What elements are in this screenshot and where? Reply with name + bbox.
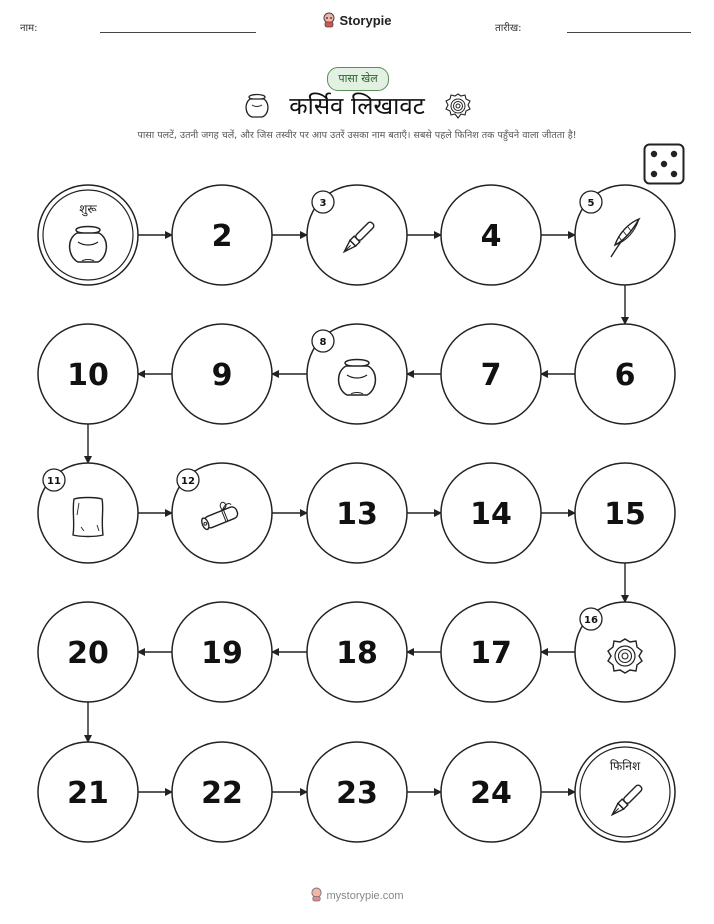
board-space [441,602,541,702]
wax-seal-icon [608,639,642,673]
board-space [307,742,407,842]
footer [0,887,714,905]
board-space [172,185,272,285]
board-space [575,324,675,424]
space-number: 5 [587,198,595,209]
start-label: शुरू [79,202,97,216]
board-space [575,185,675,285]
storypie-mascot-icon [310,887,323,905]
board-space [441,185,541,285]
board-space [172,602,272,702]
space-number: 8 [319,337,327,348]
space-number: 22 [201,776,243,811]
space-number: 13 [336,497,378,532]
page-title: कर्सिव लिखावट [289,92,425,120]
board-space [38,742,138,842]
space-number: 19 [201,636,243,671]
space-number: 9 [211,358,233,393]
board-space [307,602,407,702]
space-number: 12 [181,476,195,487]
space-number: 3 [319,198,327,209]
board-space [38,324,138,424]
space-number: 21 [67,776,109,811]
space-number: 10 [67,358,109,393]
space-number: 7 [480,358,502,393]
board-space [575,463,675,563]
parchment-icon [73,498,103,537]
board-space [307,463,407,563]
footer-site: mystorypie.com [326,889,404,902]
finish-label: फिनिश [609,759,641,773]
board-space [307,185,407,285]
space-number: 6 [614,358,636,393]
board-space-start [38,185,138,285]
instructions: पासा पलटें, उतनी जगह चलें, और जिस तस्वीर पर आप उतरें उसका नाम बताएँ। सबसे पहले फिनिश तक पहुँचने वाला जीतता है! [137,130,577,141]
space-number: 16 [584,615,598,626]
board-space [38,602,138,702]
space-number: 24 [470,776,512,811]
space-number: 14 [470,497,512,532]
name-label: नाम: [20,23,38,34]
board-space [172,463,272,563]
space-number: 2 [211,219,233,254]
board-space [575,602,675,702]
board-space-finish [575,742,675,842]
space-number: 15 [604,497,646,532]
space-number: 17 [470,636,512,671]
space-number: 4 [480,219,502,254]
game-type-tag: पासा खेल [327,67,389,91]
board-space [441,463,541,563]
board-space [38,463,138,563]
space-number: 23 [336,776,378,811]
space-number: 18 [336,636,378,671]
space-number: 11 [47,476,61,487]
brand-name: Storypie [339,12,392,28]
board-space [441,324,541,424]
board-space [441,742,541,842]
board-space [307,324,407,424]
date-label: तारीख: [495,23,522,34]
space-number: 20 [67,636,109,671]
board-space [172,742,272,842]
board-space [172,324,272,424]
